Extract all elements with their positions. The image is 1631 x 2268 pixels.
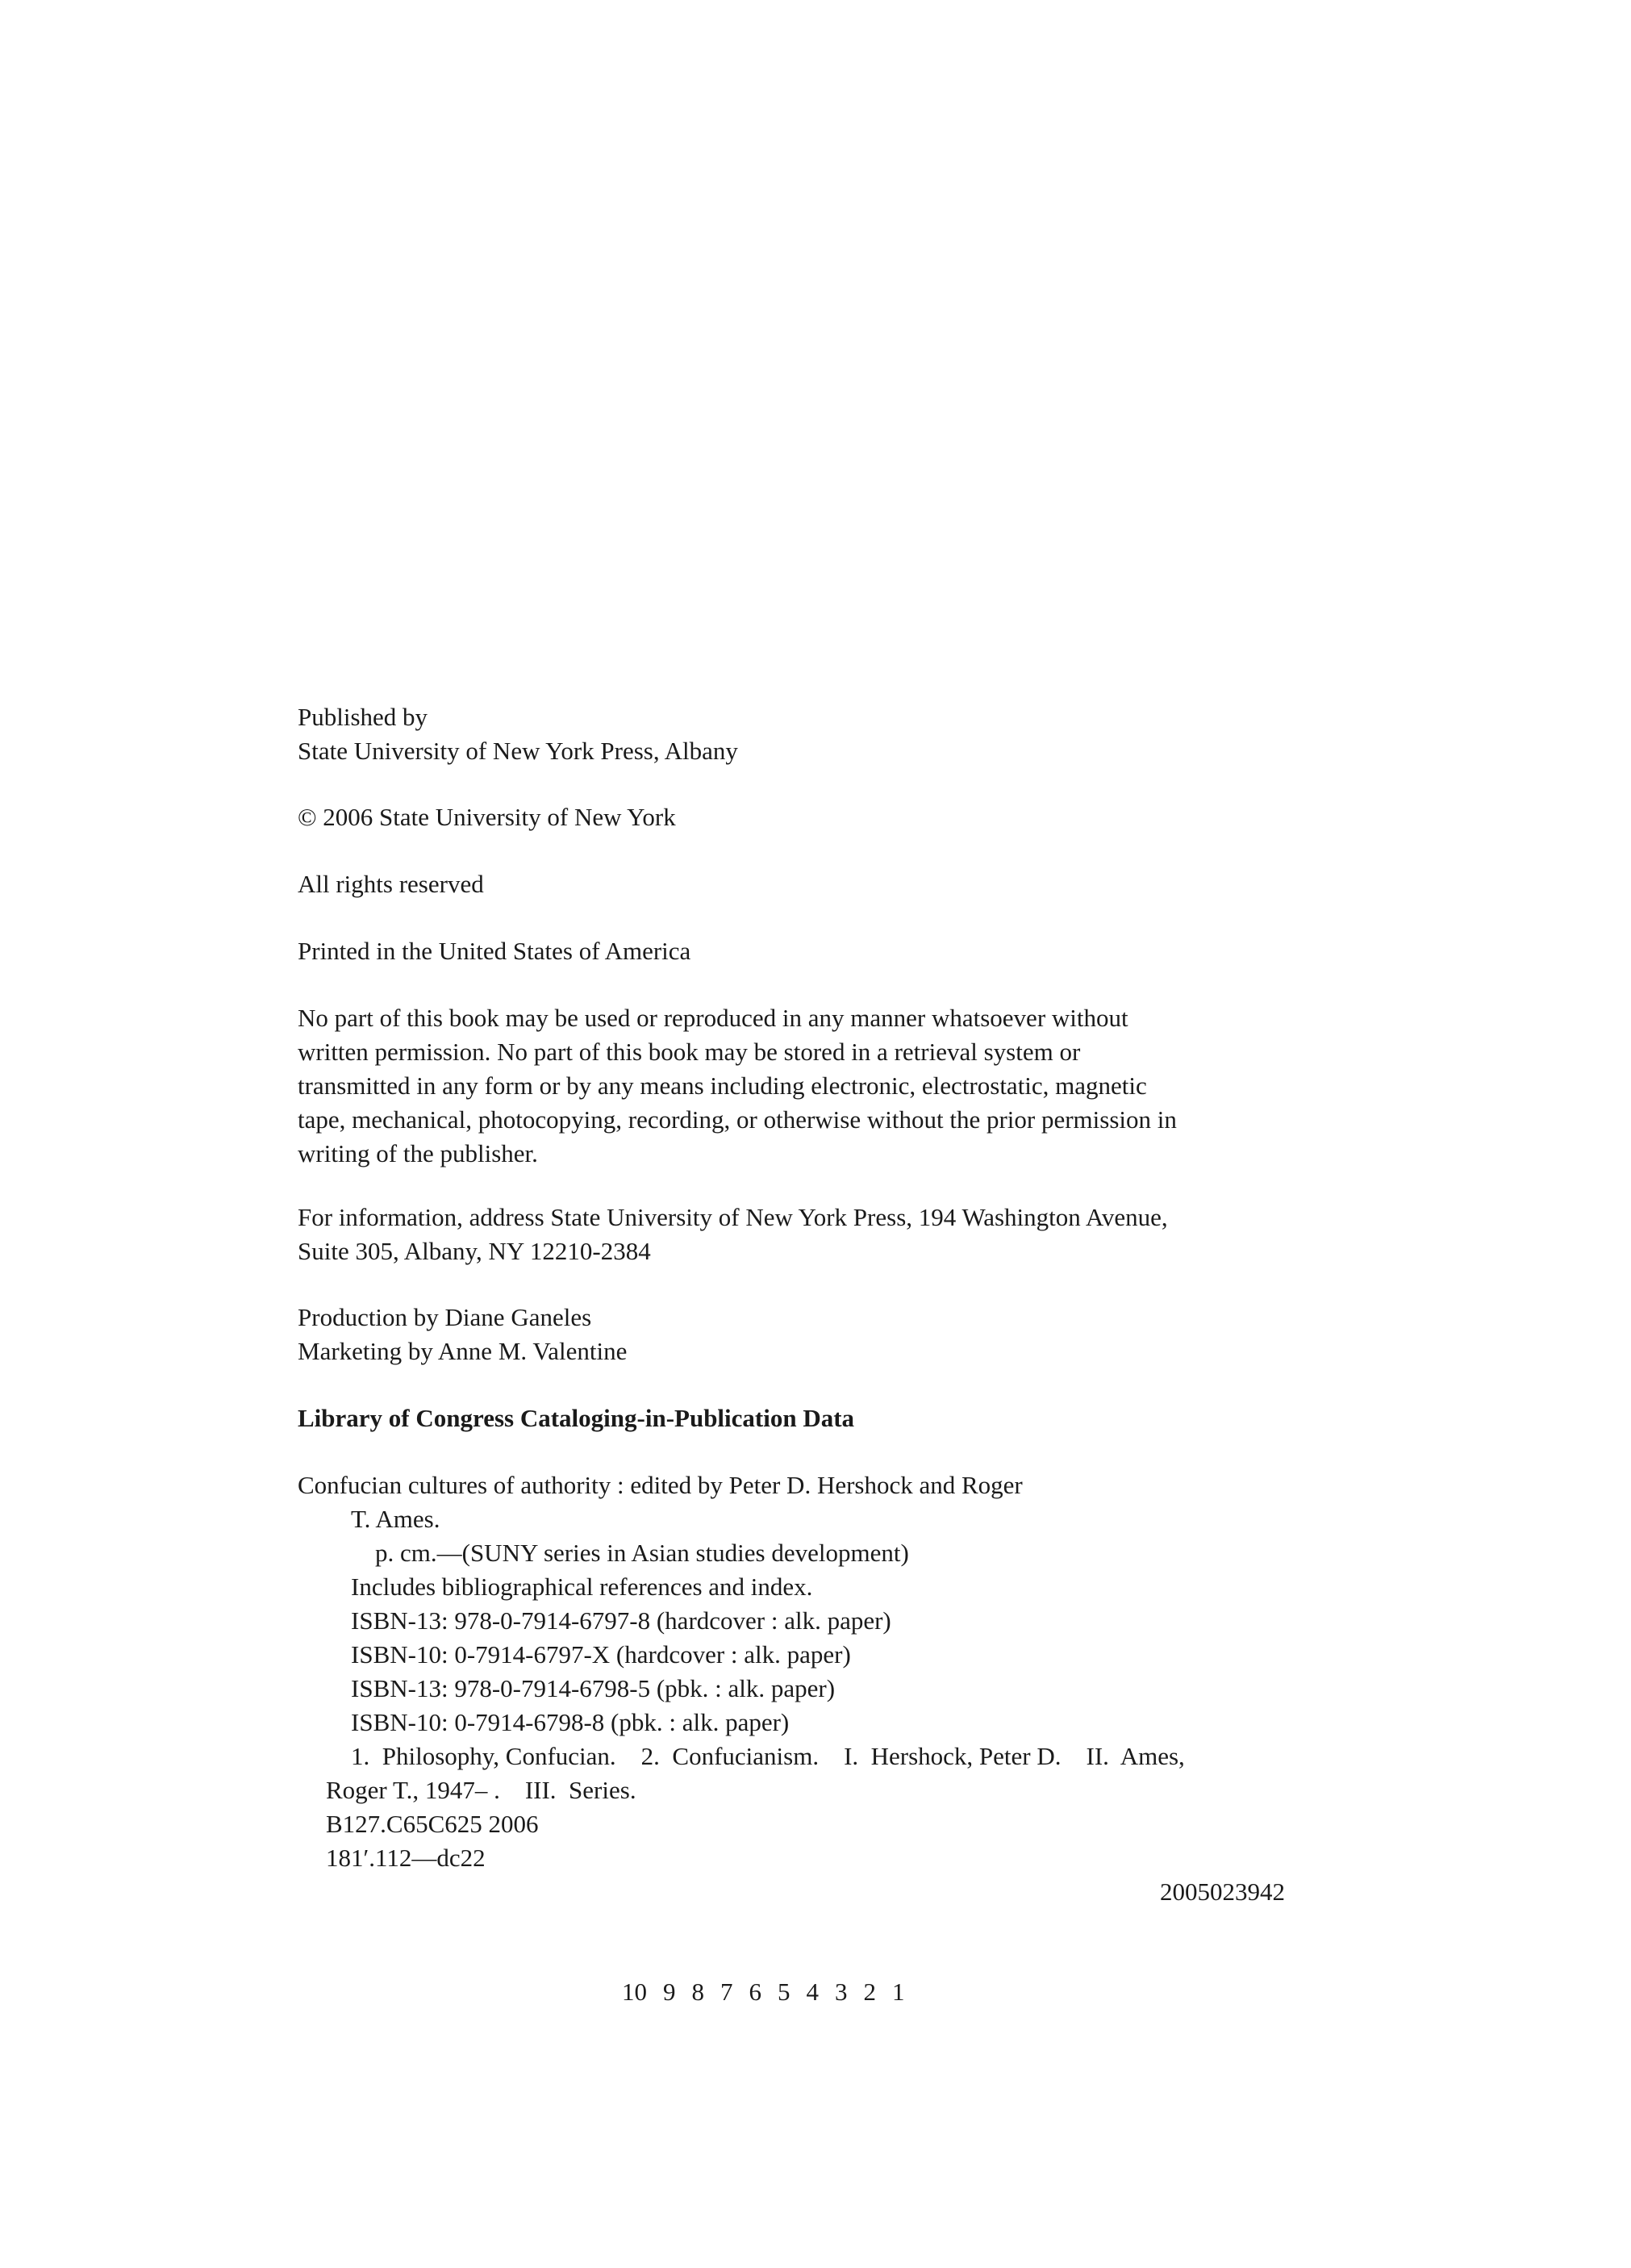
publisher-block [298, 700, 1338, 768]
cip-isbn: ISBN-10: 0-7914-6797-X (hardcover : alk. paper) [351, 1640, 851, 1669]
cip-heading-block [298, 1401, 1338, 1435]
information-line: For information, address State University of New York Press, 194 Washington Avenue, [298, 1203, 1168, 1231]
press-name: State University of New York Press, Albany [298, 737, 738, 765]
information-line: Suite 305, Albany, NY 12210-2384 [298, 1237, 651, 1265]
permissions-line: written permission. No part of this book may be stored in a retrieval system or [298, 1038, 1081, 1066]
printing-number-line [597, 1941, 921, 2043]
cip-subjects: Roger T., 1947– . III. Series. [326, 1776, 636, 1804]
copyright-line: © 2006 State University of New York [298, 803, 676, 831]
credits-block [298, 1301, 1338, 1368]
copyright-notice [298, 800, 1338, 834]
printing-number: 6 [749, 1978, 761, 2006]
information-paragraph [298, 1201, 1338, 1268]
cip-title-line: T. Ames. [351, 1505, 440, 1533]
cip-title-line: Confucian cultures of authority : edited by Peter D. Hershock and Roger [298, 1471, 1023, 1499]
printing-number: 7 [720, 1978, 733, 2006]
cip-dewey: 181′.112—dc22 [326, 1844, 486, 1872]
cip-call-number: B127.C65C625 2006 [326, 1810, 539, 1838]
cip-bibliography: Includes bibliographical references and index. [351, 1573, 813, 1601]
cip-record [298, 1468, 1338, 1906]
cip-lccn: 2005023942 [1160, 1877, 1285, 1906]
printing-number: 5 [778, 1978, 790, 2006]
printed-line: Printed in the United States of America [298, 937, 691, 965]
cip-isbn: ISBN-10: 0-7914-6798-8 (pbk. : alk. paper) [351, 1708, 790, 1736]
printing-number: 8 [691, 1978, 704, 2006]
permissions-paragraph [298, 1001, 1338, 1171]
permissions-line: No part of this book may be used or reproduced in any manner whatsoever without [298, 1004, 1128, 1032]
permissions-line: tape, mechanical, photocopying, recording, or otherwise without the prior permission in [298, 1105, 1177, 1134]
cip-subjects: 1. Philosophy, Confucian. 2. Confucianism. I. Hershock, Peter D. II. Ames, [351, 1742, 1185, 1770]
printing-number: 10 [622, 1978, 647, 2006]
printing-number: 1 [892, 1978, 905, 2006]
printing-number: 4 [806, 1978, 819, 2006]
printing-number: 2 [863, 1978, 876, 2006]
published-by: Published by [298, 703, 428, 731]
rights-line: All rights reserved [298, 870, 484, 898]
cip-isbn: ISBN-13: 978-0-7914-6797-8 (hardcover : alk. paper) [351, 1606, 891, 1635]
printing-number: 9 [663, 1978, 676, 2006]
permissions-line: writing of the publisher. [298, 1139, 538, 1167]
cip-physical: p. cm.—(SUNY series in Asian studies development) [375, 1539, 909, 1567]
printed-notice [298, 934, 1338, 968]
printing-number: 3 [835, 1978, 848, 2006]
permissions-line: transmitted in any form or by any means including electronic, electrostatic, magnetic [298, 1071, 1147, 1100]
cip-heading: Library of Congress Cataloging-in-Publication Data [298, 1404, 855, 1432]
marketing-credit: Marketing by Anne M. Valentine [298, 1337, 628, 1365]
rights-notice [298, 867, 1338, 901]
production-credit: Production by Diane Ganeles [298, 1303, 592, 1331]
cip-isbn: ISBN-13: 978-0-7914-6798-5 (pbk. : alk. paper) [351, 1674, 836, 1702]
